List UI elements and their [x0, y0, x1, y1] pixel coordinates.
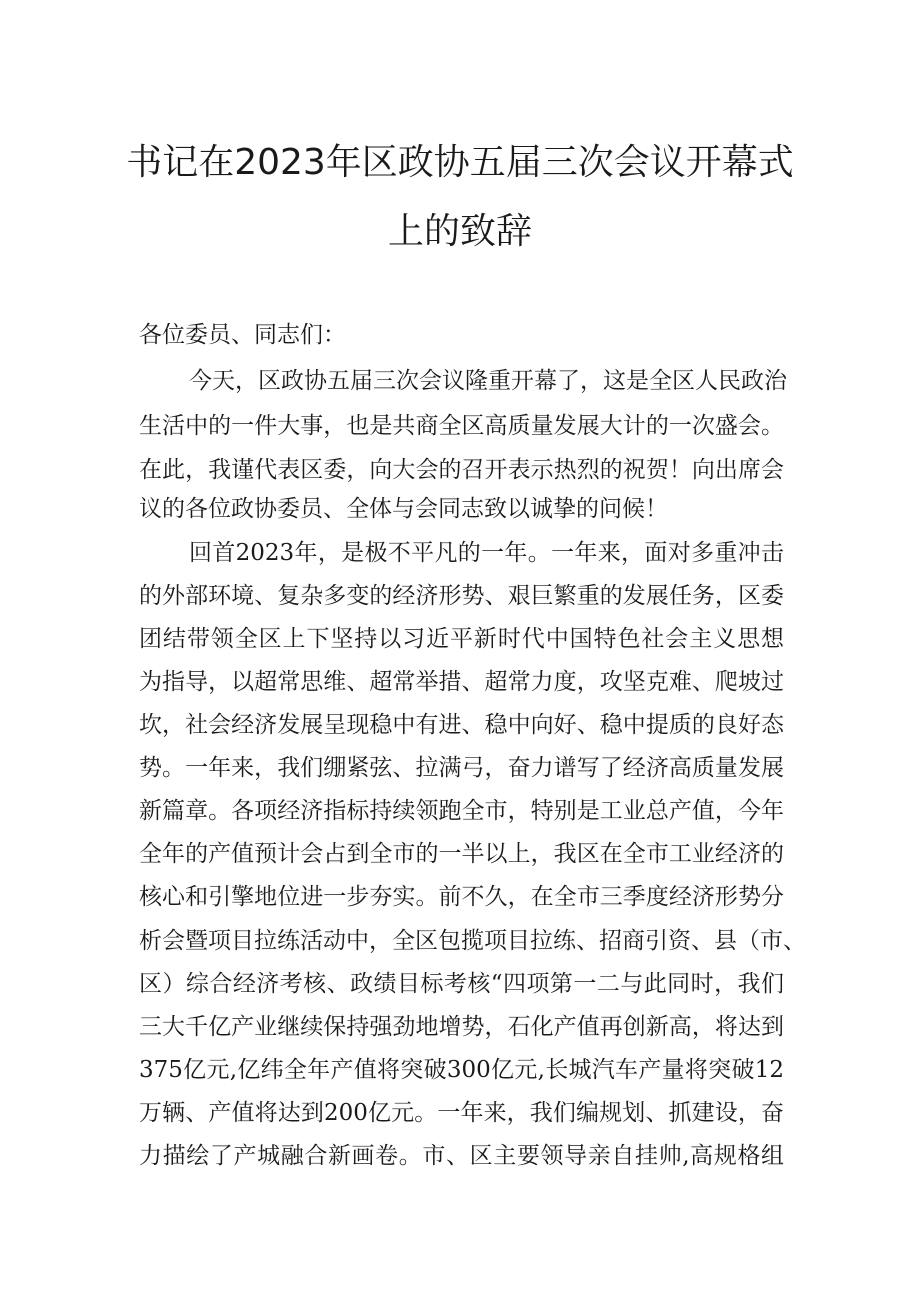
paragraph-line: 三大千亿产业继续保持强劲地增势，石化产值再创新高，将达到 — [139, 1014, 784, 1040]
paragraph-line: 回首2023年，是极不平凡的一年。一年来，面对多重冲击 — [189, 540, 784, 566]
paragraph-line: 生活中的一件大事，也是共商全区高质量发展大计的一次盛会。 — [139, 413, 784, 439]
paragraph-line: 在此，我谨代表区委，向大会的召开表示热烈的祝贺！向出席会 — [139, 457, 784, 483]
paragraph-line: 力描绘了产城融合新画卷。市、区主要领导亲自挂帅,高规格组 — [139, 1143, 784, 1169]
paragraph-line: 全年的产值预计会占到全市的一半以上，我区在全市工业经济的 — [139, 841, 784, 867]
paragraph-line: 区）综合经济考核、政绩目标考核“四项第一二与此同时，我们 — [139, 971, 784, 997]
paragraph-line: 议的各位政协委员、全体与会同志致以诚挚的问候！ — [139, 496, 668, 522]
paragraph-line: 团结带领全区上下坚持以习近平新时代中国特色社会主义思想 — [139, 626, 784, 652]
paragraph-line: 势。一年来，我们绷紧弦、拉满弓，奋力谱写了经济高质量发展 — [139, 755, 784, 781]
paragraph-line: 析会暨项目拉练活动中，全区包揽项目拉练、招商引资、县（市、 — [139, 928, 806, 954]
document-title-line-2: 上的致辞 — [387, 211, 532, 252]
paragraph-line: 为指导，以超常思维、超常举措、超常力度，攻坚克难、爬坡过 — [139, 669, 784, 695]
document-title-line-1: 书记在2023年区政协五届三次会议开幕式 — [126, 142, 794, 183]
paragraph-line: 万辆、产值将达到200亿元。一年来，我们编规划、抓建设，奋 — [139, 1100, 784, 1126]
paragraph-line: 坎，社会经济发展呈现稳中有进、稳中向好、稳中提质的良好态 — [139, 712, 784, 738]
paragraph-line: 的外部环境、复杂多变的经济形势、艰巨繁重的发展任务，区委 — [139, 583, 784, 609]
paragraph-line: 核心和引擎地位进一步夯实。前不久，在全市三季度经济形势分 — [139, 884, 784, 910]
salutation: 各位委员、同志们： — [139, 322, 346, 348]
paragraph-line: 新篇章。各项经济指标持续领跑全市，特别是工业总产值，今年 — [139, 798, 784, 824]
paragraph-line: 375亿元,亿纬全年产值将突破300亿元,长城汽车产量将突破12 — [139, 1057, 784, 1083]
paragraph-line: 今天，区政协五届三次会议隆重开幕了，这是全区人民政治 — [189, 368, 787, 394]
